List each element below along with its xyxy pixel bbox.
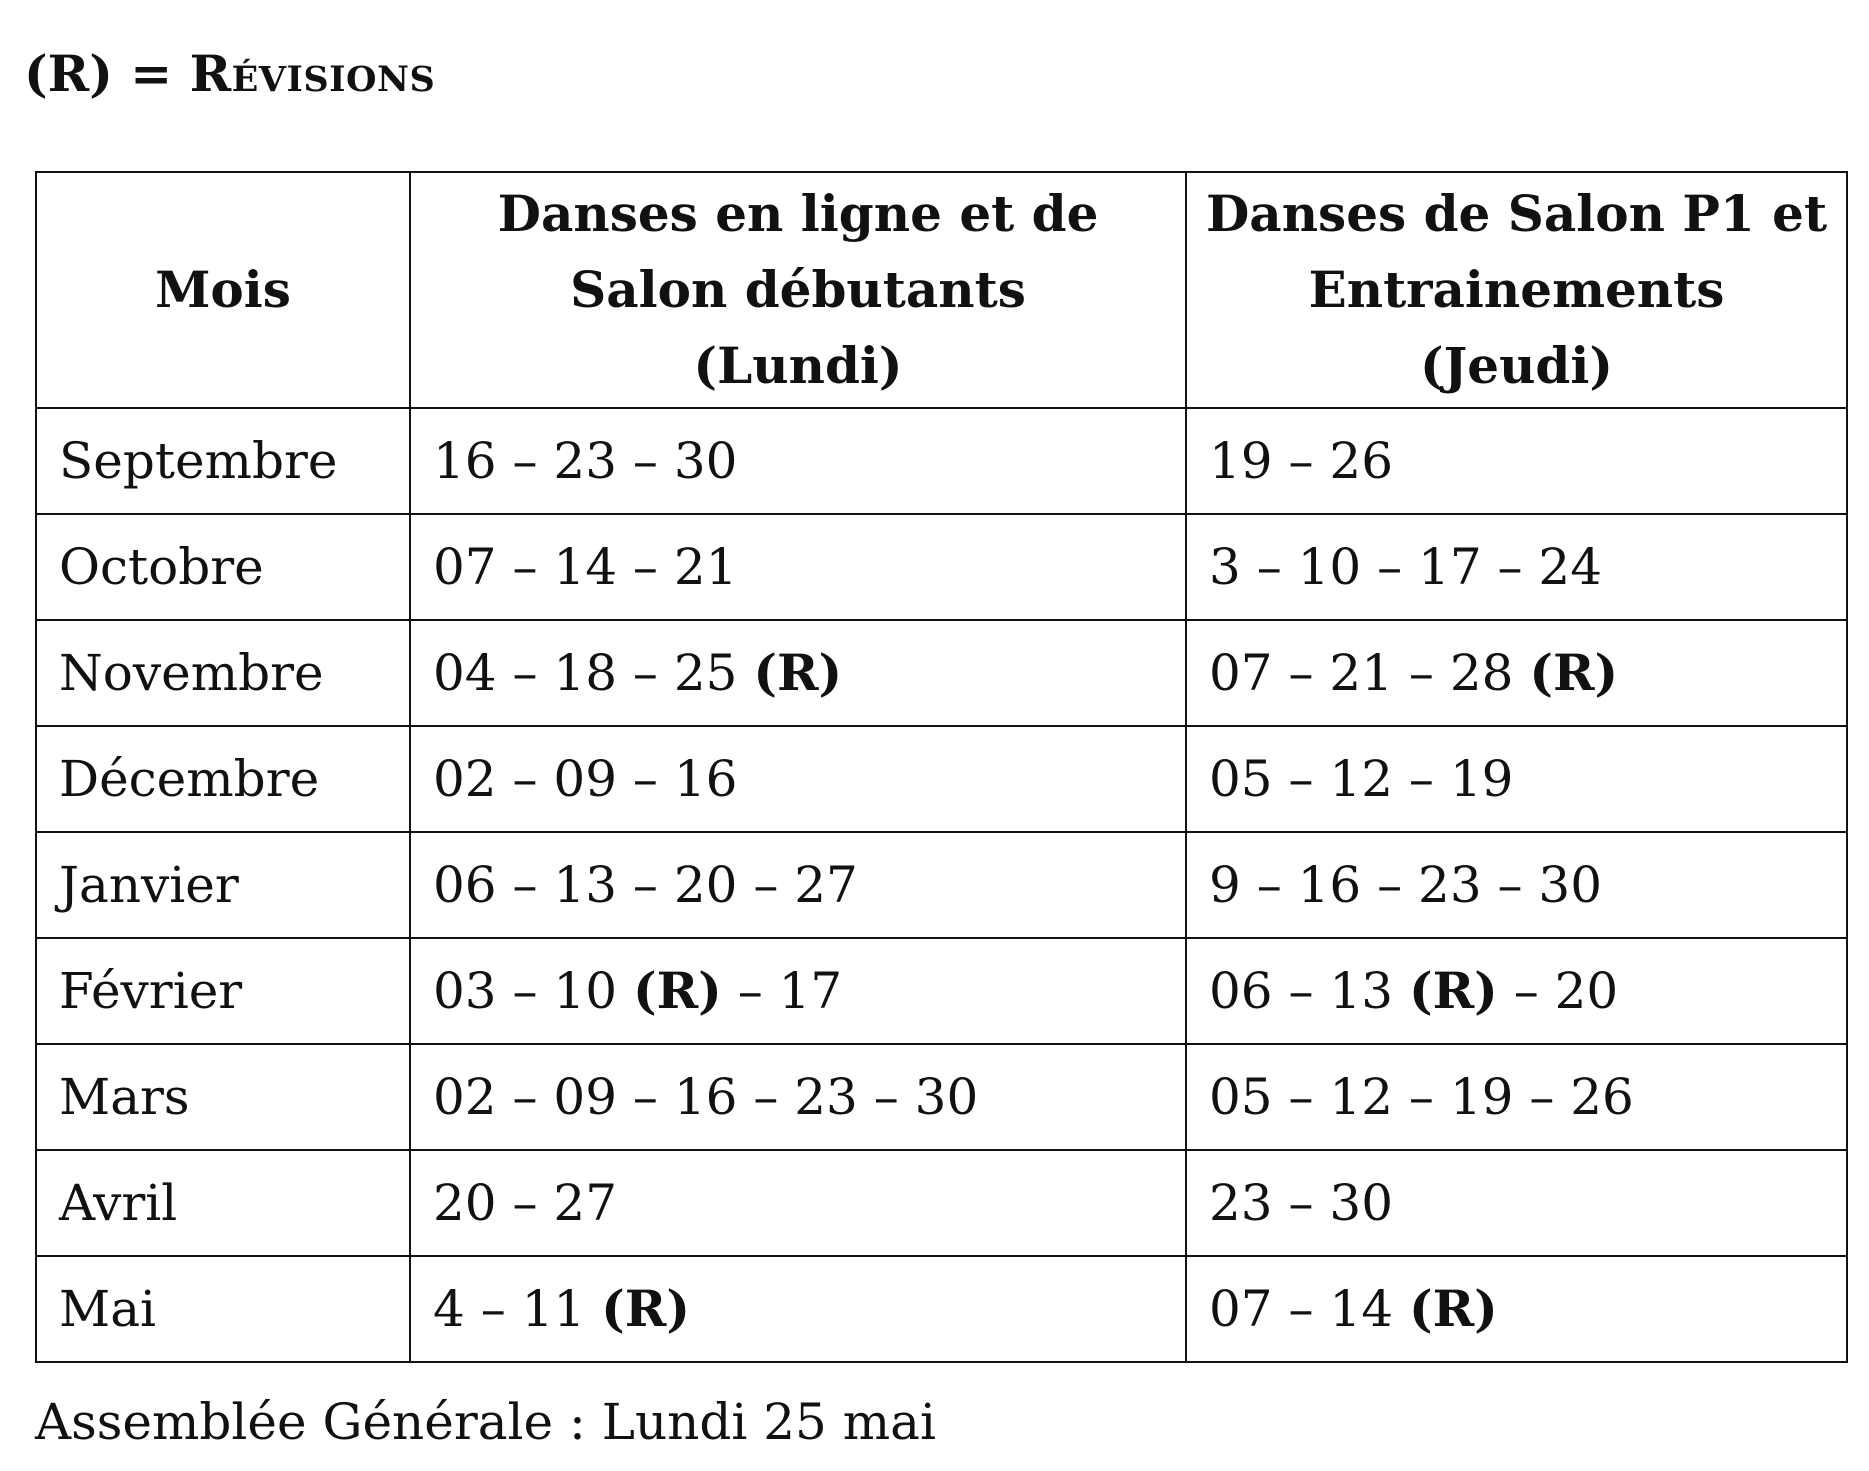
revision-marker: (R)	[632, 961, 722, 1020]
revision-marker: (R)	[1408, 1279, 1498, 1338]
cell-jeudi: 07 – 21 – 28 (R)	[1186, 620, 1847, 726]
revision-marker: (R)	[1529, 643, 1619, 702]
legend-value: Révisions	[189, 44, 436, 103]
cell-lundi: 20 – 27	[410, 1150, 1186, 1256]
revisions-legend	[24, 44, 435, 104]
table-row	[36, 832, 1847, 938]
general-assembly-note: Assemblée Générale : Lundi 25 mai	[35, 1393, 936, 1451]
cell-jeudi: 3 – 10 – 17 – 24	[1186, 514, 1847, 620]
revision-marker: (R)	[753, 643, 843, 702]
legend-key: (R) =	[24, 44, 190, 103]
cell-jeudi: 23 – 30	[1186, 1150, 1847, 1256]
cell-lundi: 07 – 14 – 21	[410, 514, 1186, 620]
table-row	[36, 1256, 1847, 1362]
header-lundi: Danses en ligne et de Salon débutants (Lundi)	[410, 172, 1186, 408]
header-jeudi: Danses de Salon P1 et Entrainements (Jeudi)	[1186, 172, 1847, 408]
cell-jeudi: 19 – 26	[1186, 408, 1847, 514]
cell-jeudi: 05 – 12 – 19 – 26	[1186, 1044, 1847, 1150]
table-row	[36, 1044, 1847, 1150]
cell-lundi: 02 – 09 – 16	[410, 726, 1186, 832]
dance-schedule-table	[35, 171, 1848, 1363]
table-row	[36, 726, 1847, 832]
cell-mois: Novembre	[36, 620, 410, 726]
cell-lundi: 02 – 09 – 16 – 23 – 30	[410, 1044, 1186, 1150]
cell-jeudi: 07 – 14 (R)	[1186, 1256, 1847, 1362]
cell-jeudi: 06 – 13 (R) – 20	[1186, 938, 1847, 1044]
table-row	[36, 620, 1847, 726]
cell-jeudi: 05 – 12 – 19	[1186, 726, 1847, 832]
cell-lundi: 04 – 18 – 25 (R)	[410, 620, 1186, 726]
table-row	[36, 514, 1847, 620]
header-mois: Mois	[36, 172, 410, 408]
table-row	[36, 938, 1847, 1044]
cell-lundi: 4 – 11 (R)	[410, 1256, 1186, 1362]
revision-marker: (R)	[1408, 961, 1498, 1020]
cell-mois: Mai	[36, 1256, 410, 1362]
cell-mois: Décembre	[36, 726, 410, 832]
revision-marker: (R)	[601, 1279, 690, 1338]
table-header-row	[36, 172, 1847, 408]
cell-mois: Mars	[36, 1044, 410, 1150]
table-row	[36, 1150, 1847, 1256]
cell-lundi: 06 – 13 – 20 – 27	[410, 832, 1186, 938]
cell-lundi: 03 – 10 (R) – 17	[410, 938, 1186, 1044]
cell-mois: Février	[36, 938, 410, 1044]
cell-mois: Avril	[36, 1150, 410, 1256]
cell-lundi: 16 – 23 – 30	[410, 408, 1186, 514]
cell-mois: Octobre	[36, 514, 410, 620]
cell-mois: Septembre	[36, 408, 410, 514]
table-body	[36, 408, 1847, 1362]
table-row	[36, 408, 1847, 514]
cell-jeudi: 9 – 16 – 23 – 30	[1186, 832, 1847, 938]
cell-mois: Janvier	[36, 832, 410, 938]
